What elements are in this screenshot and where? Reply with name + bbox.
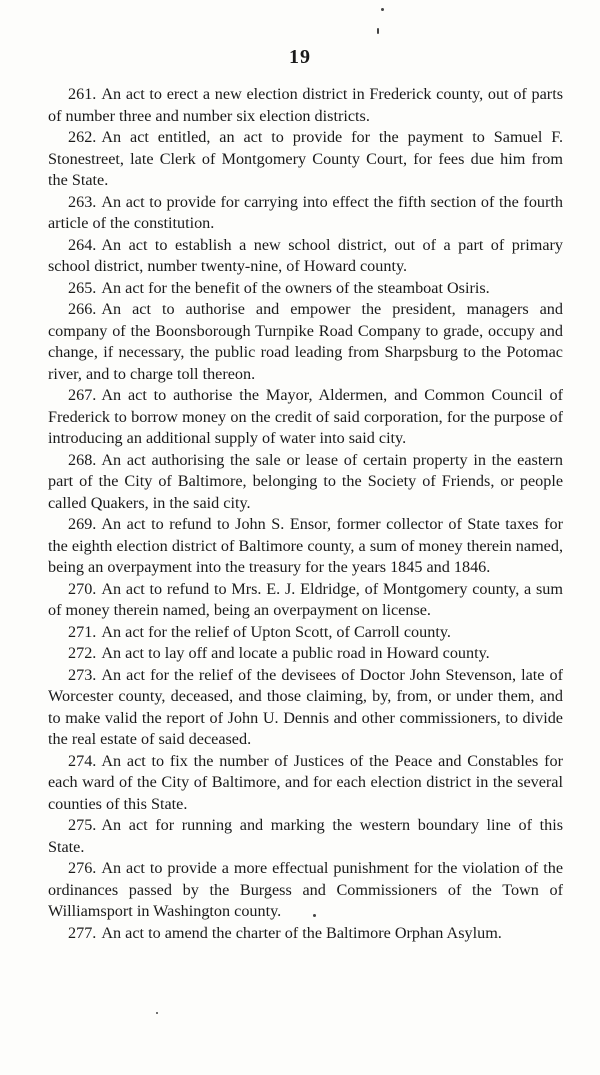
act-text: An act to amend the charter of the Baltimore Orphan Asylum. [101,923,502,942]
act-text: An act for the relief of the devisees of Doctor John Stevenson, late of Worcester county, deceased, and those claiming, by, from, or under them, and to make valid the report of John U. Dennis and other commissioners, to divide the real estate of said deceased. [48,665,563,748]
act-entry-269 [48,514,563,579]
act-number: 277. [68,923,97,942]
act-number: 266. [68,300,97,318]
act-text: An act to refund to Mrs. E. J. Eldridge, of Montgomery county, a sum of money therein named, being an overpayment on license. [48,579,563,619]
act-entry-275 [48,815,563,858]
act-text: An act for the relief of Upton Scott, of Carroll county. [101,622,451,641]
act-entry-270 [48,579,563,622]
act-number: 273. [68,665,97,684]
act-text: An act to lay off and locate a public road in Howard county. [101,644,490,662]
act-entry-265 [48,278,563,300]
act-number: 274. [68,751,97,770]
act-entry-263 [48,192,563,235]
scan-speck [377,28,379,34]
act-text: An act to refund to John S. Ensor, former collector of State taxes for the eighth election district of Baltimore county, a sum of money therein named, being an overpayment into the treasury for the years 1845 and 1846. [48,515,563,576]
act-entry-268 [48,450,563,515]
scan-speck [313,914,316,917]
act-number: 261. [68,85,97,103]
act-text: An act entitled, an act to provide for the payment to Samuel F. Stonestreet, late Clerk of Montgomery County Court, for fees due him from the State. [48,128,563,189]
act-number: 276. [68,859,97,877]
act-entry-274 [48,751,563,816]
act-number: 269. [68,515,97,533]
act-entry-264 [48,235,563,278]
act-text: An act to provide for carrying into effect the fifth section of the fourth article of the constitution. [48,192,563,232]
act-entry-267 [48,385,563,450]
act-text: An act to erect a new election district in Frederick county, out of parts of number three and number six election districts. [48,85,563,125]
act-number: 264. [68,235,97,254]
act-number: 271. [68,622,97,641]
act-text: An act authorising the sale or lease of certain property in the eastern part of the City of Baltimore, belonging to the Society of Friends, or people called Quakers, in the said city. [48,450,563,512]
act-entry-261 [48,84,563,127]
act-text: An act for running and marking the western boundary line of this State. [48,816,563,856]
act-text: An act to establish a new school district, out of a part of primary school district, number twenty-nine, of Howard county. [48,235,563,275]
act-text: An act for the benefit of the owners of the steamboat Osiris. [101,278,490,297]
act-text: An act to fix the number of Justices of the Peace and Constables for each ward of the City of Baltimore, and for each election district in the several counties of this State. [48,751,563,813]
scan-speck [156,1012,158,1014]
act-entry-272 [48,643,563,665]
act-entry-276 [48,858,563,923]
page-number: 19 [289,46,311,68]
acts-list [48,84,563,944]
act-entry-277 [48,923,563,945]
act-entry-273 [48,665,563,751]
scan-speck [381,8,384,11]
act-entry-271 [48,622,563,644]
act-number: 265. [68,278,97,297]
act-number: 263. [68,192,97,211]
act-text: An act to authorise the Mayor, Aldermen, and Common Council of Frederick to borrow money on the credit of said corporation, for the purpose of introducing an additional supply of water into said city. [48,386,563,447]
act-text: An act to authorise and empower the president, managers and company of the Boonsborough Turnpike Road Company to grade, occupy and change, if necessary, the public road leading from Sharpsburg to the Potomac river, and to charge toll thereon. [48,300,563,383]
act-text: An act to provide a more effectual punishment for the violation of the ordinances passed by the Burgess and Commissioners of the Town of Williamsport in Washington county. [48,859,563,920]
act-entry-262 [48,127,563,192]
act-number: 272. [68,644,97,662]
act-number: 268. [68,450,97,469]
act-number: 275. [68,816,97,834]
act-number: 262. [68,128,97,146]
act-number: 270. [68,579,97,598]
act-number: 267. [68,386,97,404]
act-entry-266 [48,299,563,385]
